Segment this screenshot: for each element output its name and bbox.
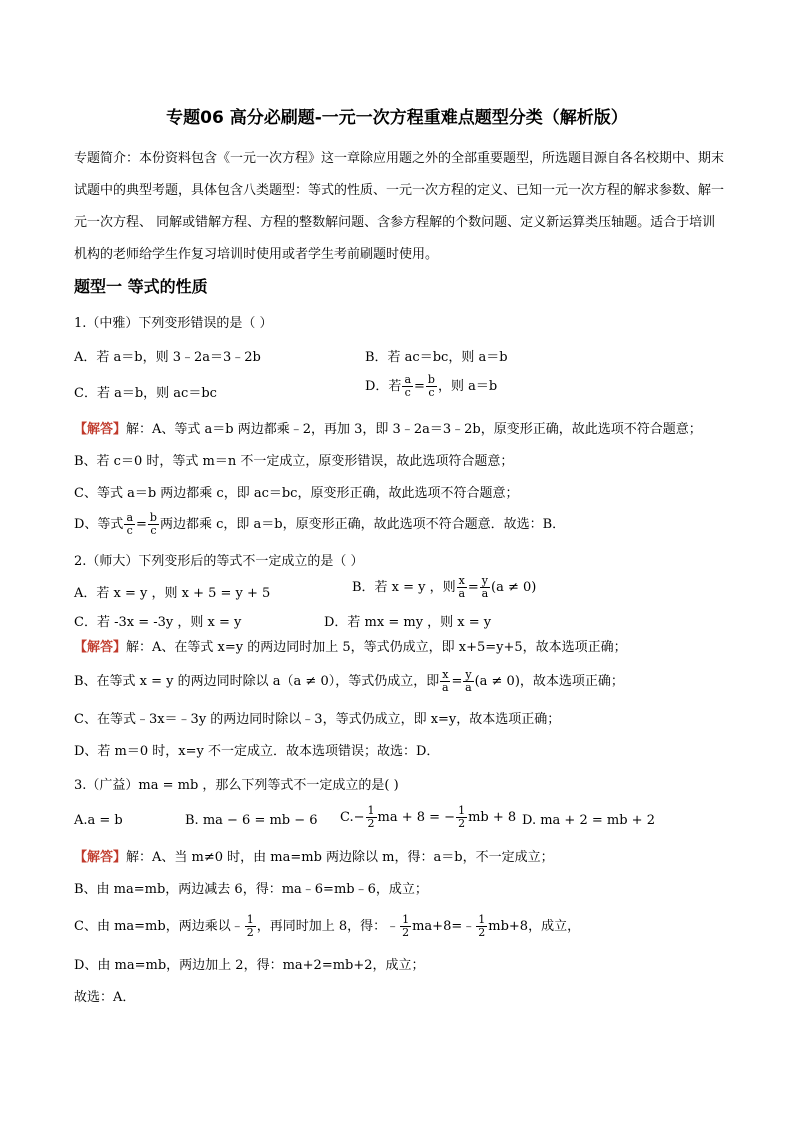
numerator: 1 <box>246 913 254 926</box>
q3-option-c-suffix: mb + 8 <box>468 810 517 825</box>
q1-option-d-prefix: D．若 <box>365 379 402 394</box>
q3-solution-text-3-middle-2: ma+8=﹣ <box>412 919 476 934</box>
q3-option-c <box>340 805 516 830</box>
q3-solution-line-2: B、由 ma=mb，两边减去 6，得：ma﹣6=mb﹣6，成立； <box>74 882 428 897</box>
q1-option-a: A．若 a＝b，则 3﹣2a＝3﹣2b <box>74 350 261 365</box>
q3-option-b: B. ma − 6 = mb − 6 <box>185 813 318 828</box>
q3-option-c-middle: ma + 8 = − <box>377 810 456 825</box>
q1-solution-text-4-prefix: D、等式 <box>74 517 124 532</box>
q3-solution-line-1 <box>74 849 794 867</box>
q1-option-d-suffix: ，则 a＝b <box>437 379 498 394</box>
denominator: 2 <box>402 926 410 939</box>
numerator: 1 <box>478 913 486 926</box>
q2-option-b-suffix: (a ≠ 0) <box>491 580 537 595</box>
fraction-x-over-a <box>457 575 467 600</box>
q3-solution-text-3-suffix: mb+8，成立， <box>488 919 581 934</box>
q2-option-d: D．若 mx = my ，则 x = y <box>324 615 492 630</box>
numerator: x <box>442 668 449 681</box>
denominator: a <box>442 681 449 694</box>
fraction-a-over-c <box>402 374 413 399</box>
numerator: a <box>404 373 411 386</box>
q2-option-b <box>352 575 536 600</box>
denominator: c <box>428 386 435 399</box>
q1-solution-line-1 <box>74 421 794 439</box>
equals-sign: = <box>414 379 425 394</box>
q2-option-b-prefix: B．若 x = y ，则 <box>352 580 456 595</box>
fraction-one-half <box>456 805 467 830</box>
q1-solution-line-2: B、若 c＝0 时，等式 m＝n 不一定成立，原变形错误，故此选项符合题意； <box>74 454 514 469</box>
numerator: b <box>149 511 157 524</box>
q3-final-answer: 故选：A． <box>74 990 136 1005</box>
fraction-a-over-c <box>124 512 135 537</box>
fraction-one-half <box>366 805 377 830</box>
denominator: c <box>404 386 411 399</box>
numerator: 1 <box>367 804 375 817</box>
q3-option-a: A.a = b <box>74 813 123 828</box>
solution-tag: 【解答】 <box>74 850 127 865</box>
fraction-one-half <box>400 914 411 939</box>
q2-option-c: C．若 -3x = -3y ，则 x = y <box>74 615 242 630</box>
q1-stem: 1.（中雅）下列变形错误的是（ ） <box>74 316 273 331</box>
equals-sign: = <box>136 517 147 532</box>
fraction-b-over-c <box>148 512 159 537</box>
q3-solution-text-1: 解：A、当 m≠0 时，由 ma=mb 两边除以 m，得：a＝b，不一定成立； <box>126 850 554 865</box>
denominator: 2 <box>246 926 254 939</box>
q3-solution-text-3-middle: ，再同时加上 8，得：﹣ <box>256 919 400 934</box>
fraction-one-half <box>476 914 487 939</box>
q3-stem: 3.（广益）ma = mb ，那么下列等式不一定成立的是( ) <box>74 778 399 793</box>
solution-tag: 【解答】 <box>74 422 127 437</box>
q1-solution-line-4 <box>74 512 794 537</box>
q3-option-c-prefix: C.− <box>340 810 365 825</box>
q1-option-d <box>365 374 497 399</box>
fraction-x-over-a <box>440 669 450 694</box>
numerator: x <box>458 574 465 587</box>
q2-solution-text-2-prefix: B、在等式 x = y 的两边同时除以 a（a ≠ 0），等式仍成立，即 <box>74 674 440 689</box>
q3-solution-line-3 <box>74 914 794 939</box>
q2-solution-text-2-suffix: (a ≠ 0)，故本选项正确； <box>474 674 624 689</box>
fraction-one-half <box>245 914 256 939</box>
fraction-b-over-c <box>426 374 437 399</box>
q2-solution-line-3: C、在等式﹣3x＝﹣3y 的两边同时除以﹣3，等式仍成立，即 x=y，故本选项正确； <box>74 712 561 727</box>
equals-sign: = <box>451 674 463 689</box>
denominator: a <box>481 587 489 600</box>
q2-solution-line-1 <box>74 639 794 657</box>
q1-solution-line-3: C、等式 a＝b 两边都乘 c，即 ac＝bc，原变形正确，故此选项不符合题意； <box>74 486 519 501</box>
denominator: c <box>126 524 133 537</box>
numerator: 1 <box>402 913 410 926</box>
q1-option-b: B．若 ac＝bc，则 a＝b <box>365 350 508 365</box>
numerator: y <box>465 668 472 681</box>
numerator: b <box>427 373 435 386</box>
numerator: y <box>481 574 488 587</box>
q1-solution-text-1: 解：A、等式 a＝b 两边都乘﹣2，再加 3，即 3﹣2a＝3﹣2b，原变形正确，故此选项不符合题意； <box>126 422 702 437</box>
q2-solution-line-4: D、若 m＝0 时，x=y 不一定成立．故本选项错误；故选：D． <box>74 744 440 759</box>
numerator: 1 <box>458 804 466 817</box>
denominator: c <box>150 524 157 537</box>
denominator: a <box>465 681 472 694</box>
q3-option-d: D. ma + 2 = mb + 2 <box>522 813 655 828</box>
denominator: 2 <box>367 817 375 830</box>
intro-paragraph: 专题简介：本份资料包含《一元一次方程》这一章除应用题之外的全部重要题型，所选题目源自各名校期中、期末试题中的典型考题，具体包含八类题型：等式的性质、一元一次方程的定义、已知一元一次方程的解求参数、解一元一次方程、 同解或错解方程、方程的整数解问题、含参方程解的个数问题、定义新运算类压轴题。适合于培训机构的老师给学生作复习培训时使用或者学生考前刷题时使用。 <box>74 151 725 262</box>
q2-solution-line-2 <box>74 669 794 694</box>
q2-stem: 2.（师大）下列变形后的等式不一定成立的是（ ） <box>74 554 364 569</box>
q3-solution-line-4: D、由 ma=mb，两边加上 2，得：ma+2=mb+2，成立； <box>74 958 425 973</box>
page-title: 专题06 高分必刷题-一元一次方程重难点题型分类（解析版） <box>166 108 628 128</box>
denominator: 2 <box>478 926 486 939</box>
solution-tag: 【解答】 <box>74 640 127 655</box>
q1-solution-text-4-suffix: 两边都乘 c，即 a＝b，原变形正确，故此选项不符合题意．故选：B． <box>159 517 566 532</box>
denominator: a <box>458 587 466 600</box>
q2-solution-text-1: 解：A、在等式 x=y 的两边同时加上 5，等式仍成立，即 x+5=y+5，故本选项正确； <box>126 640 627 655</box>
fraction-y-over-a <box>463 669 473 694</box>
numerator: a <box>126 511 133 524</box>
section-heading: 题型一 等式的性质 <box>74 277 208 296</box>
equals-sign: = <box>467 580 479 595</box>
q2-option-a: A．若 x = y ，则 x + 5 = y + 5 <box>74 586 271 601</box>
denominator: 2 <box>458 817 466 830</box>
fraction-y-over-a <box>480 575 490 600</box>
q3-solution-text-3-prefix: C、由 ma=mb，两边乘以﹣ <box>74 919 244 934</box>
q1-option-c: C．若 a＝b，则 ac＝bc <box>74 386 217 401</box>
